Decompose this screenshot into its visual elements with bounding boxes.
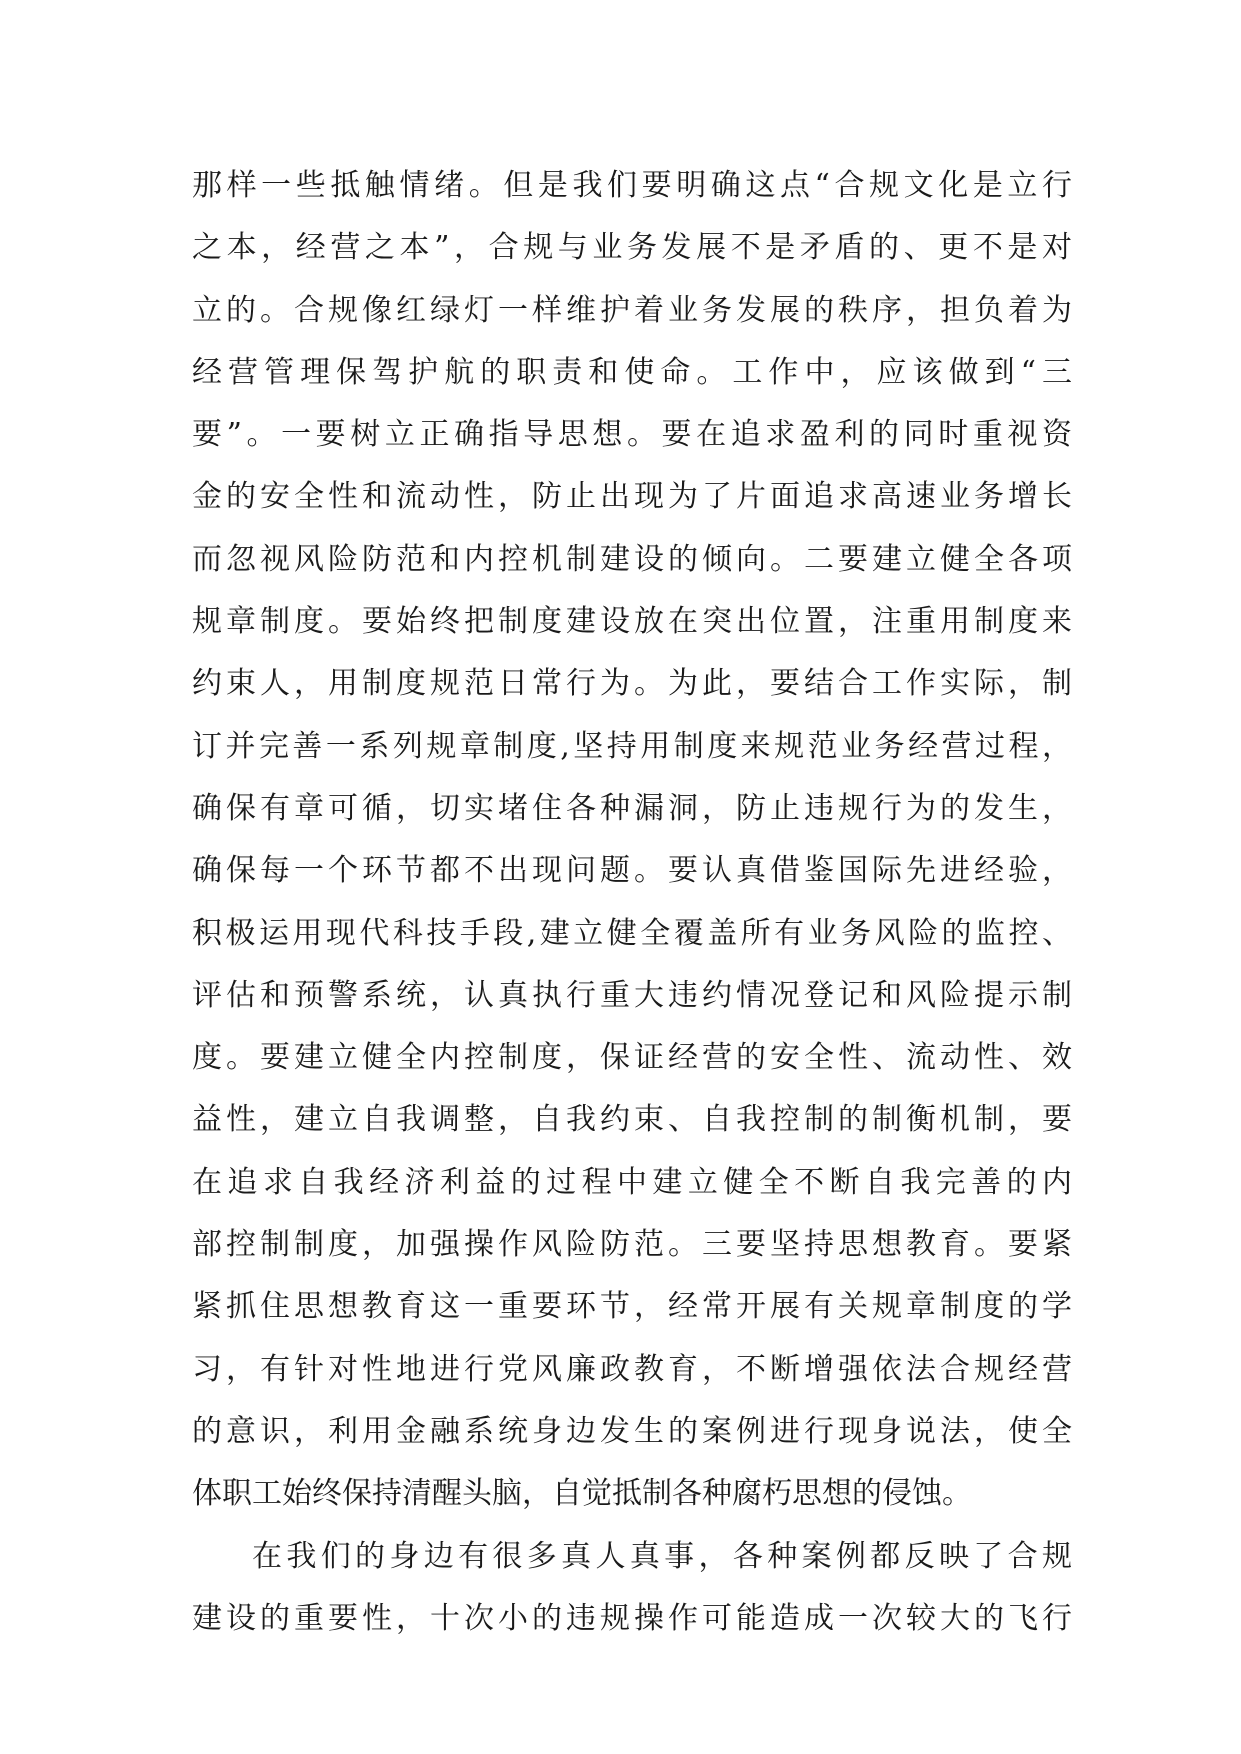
- text-line: 习，有针对性地进行党风廉政教育，不断增强依法合规经营: [192, 1351, 1072, 1387]
- text-line: 经营管理保驾护航的职责和使命。工作中，应该做到“三: [192, 354, 1072, 390]
- text-line: 约束人，用制度规范日常行为。为此，要结合工作实际，制: [192, 666, 1072, 702]
- text-line: 而忽视风险防范和内控机制建设的倾向。二要建立健全各项: [192, 541, 1072, 577]
- text-line: 金的安全性和流动性，防止出现为了片面追求高速业务增长: [192, 479, 1072, 515]
- text-line: 积极运用现代科技手段,建立健全覆盖所有业务风险的监控、: [192, 915, 1072, 951]
- text-line: 体职工始终保持清醒头脑，自觉抵制各种腐朽思想的侵蚀。: [192, 1476, 972, 1512]
- text-line: 规章制度。要始终把制度建设放在突出位置，注重用制度来: [192, 604, 1072, 640]
- text-line: 订并完善一系列规章制度,坚持用制度来规范业务经营过程，: [192, 728, 1072, 764]
- text-line: 部控制制度，加强操作风险防范。三要坚持思想教育。要紧: [192, 1227, 1072, 1263]
- body-text: [192, 155, 1072, 1650]
- text-line: 立的。合规像红绿灯一样维护着业务发展的秩序，担负着为: [192, 292, 1072, 328]
- text-line: 建设的重要性，十次小的违规操作可能造成一次较大的飞行: [192, 1600, 1072, 1636]
- text-line: 紧抓住思想教育这一重要环节，经常开展有关规章制度的学: [192, 1289, 1072, 1325]
- paragraph-first-line: 在我们的身边有很多真人真事，各种案例都反映了合规: [252, 1538, 1072, 1574]
- text-line: 度。要建立健全内控制度，保证经营的安全性、流动性、效: [192, 1040, 1072, 1076]
- text-line: 之本，经营之本”，合规与业务发展不是矛盾的、更不是对: [192, 230, 1072, 266]
- text-line: 评估和预警系统，认真执行重大违约情况登记和风险提示制: [192, 977, 1072, 1013]
- text-line: 在追求自我经济利益的过程中建立健全不断自我完善的内: [192, 1164, 1072, 1200]
- text-line: 的意识，利用金融系统身边发生的案例进行现身说法，使全: [192, 1413, 1072, 1449]
- text-line: 确保有章可循，切实堵住各种漏洞，防止违规行为的发生，: [192, 790, 1072, 826]
- text-line: 那样一些抵触情绪。但是我们要明确这点“合规文化是立行: [192, 168, 1072, 203]
- text-line: 确保每一个环节都不出现问题。要认真借鉴国际先进经验，: [192, 853, 1072, 889]
- text-line: 要”。一要树立正确指导思想。要在追求盈利的同时重视资: [192, 417, 1072, 453]
- text-line: 益性，建立自我调整，自我约束、自我控制的制衡机制，要: [192, 1102, 1072, 1138]
